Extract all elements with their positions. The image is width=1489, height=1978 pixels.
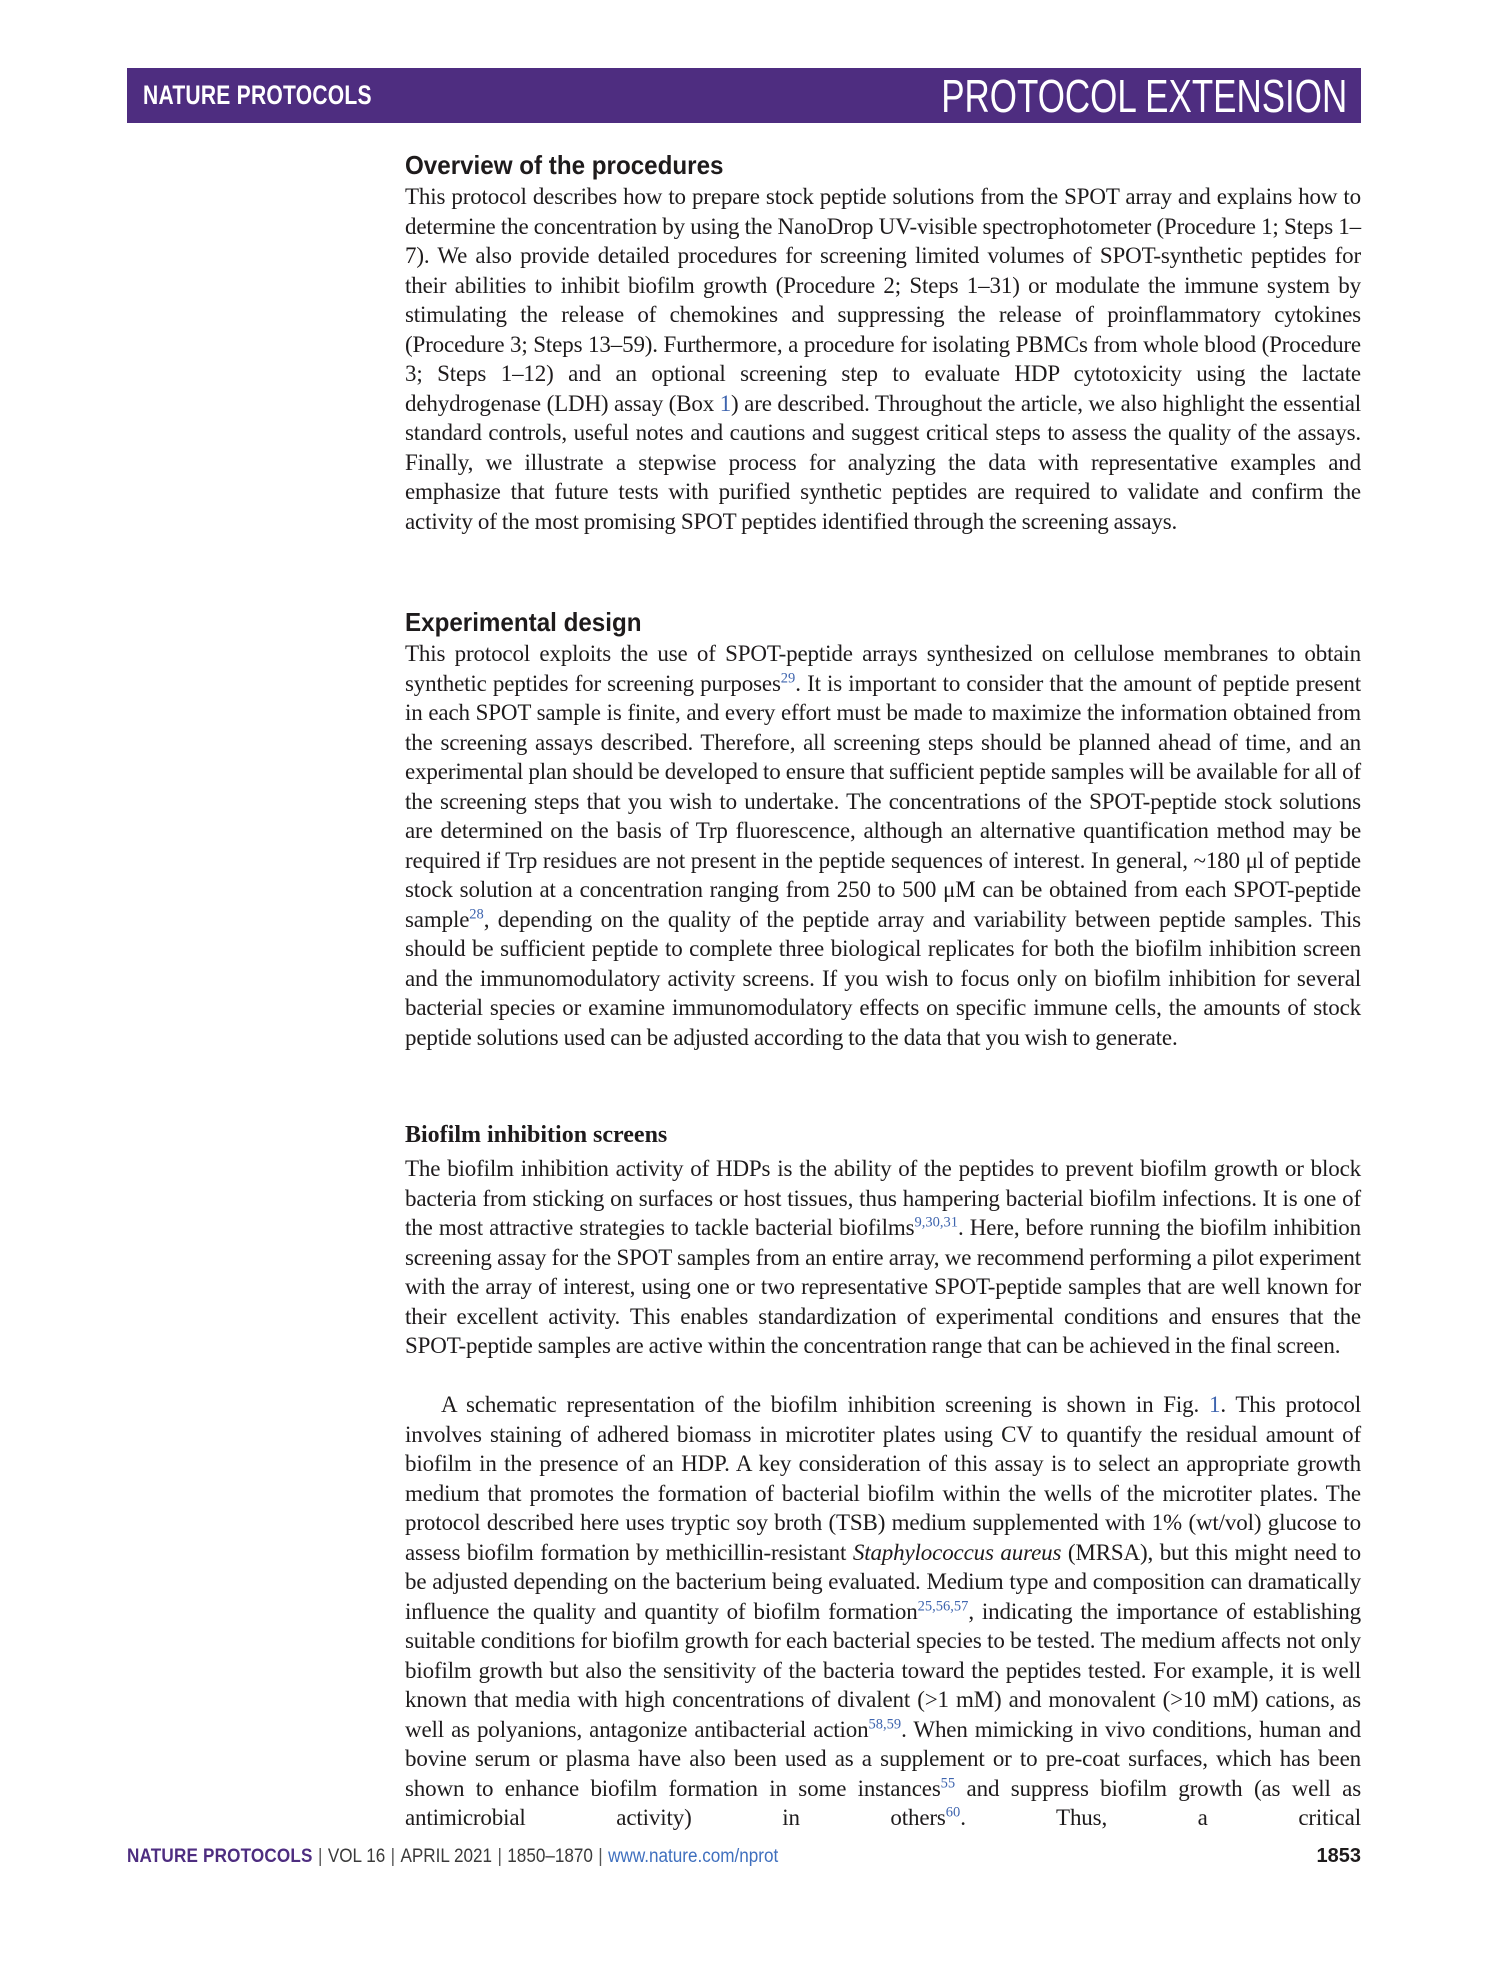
citation-ref[interactable]: 58,59 [868,1715,902,1732]
paragraph-overview: This protocol describes how to prepare stock peptide solutions from the SPOT array and explains how to determine the concentration by using the NanoDrop UV-visible spectrophotometer (Procedure 1; Steps 1–7). We also provide detailed procedures for screening limited volumes of SPOT-synthetic peptides for their abilities to inhibit biofilm growth (Procedure 2; Steps 1–31) or modulate the immune system by stimulating the release of chemokines and suppressing the release of proinflammatory cytokines (Procedure 3; Steps 13–59). Furthermore, a procedure for isolating PBMCs from whole blood (Procedure 3; Steps 1–12) and an optional screening step to evaluate HDP cytotoxicity using the lactate dehydrogenase (LDH) assay (Box 1) are described. Throughout the article, we also highlight the essential standard controls, useful notes and cautions and suggest critical steps to assess the quality of the assays. Finally, we illustrate a stepwise process for analyzing the data with representative examples and emphasize that future tests with purified synthetic peptides are required to validate and confirm the activity of the most promising SPOT peptides identified through the screening assays. [405,184,1362,534]
header-band [127,68,1361,123]
footer-issue-date: APRIL 2021 [400,1846,493,1867]
section-heading-overview: Overview of the procedures [405,150,724,180]
citation-ref[interactable]: 28 [469,905,484,922]
subsection-heading-biofilm-inhibition: Biofilm inhibition screens [405,1122,668,1148]
citation-ref[interactable]: 9,30,31 [914,1214,958,1231]
paragraph-experimental-design: This protocol exploits the use of SPOT-peptide arrays synthesized on cellulose membranes to obtain synthetic peptides for screening purposes$^{29}$. It is important to consider that the amount of peptide present in each SPOT sample is finite, and every effort must be made to maximize the information obtained from the screening assays described. Therefore, all screening steps should be planned ahead of time, and an experimental plan should be developed to ensure that sufficient peptide samples will be available for all of the screening steps that you wish to undertake. The concentrations of the SPOT-peptide stock solutions are determined on the basis of Trp fluorescence, although an alternative quantification method may be required if Trp residues are not present in the peptide sequences of interest. In general, ~180 μl of peptide stock solution at a concentration ranging from 250 to 500 μM can be obtained from each SPOT-peptide sample$^{28}$, depending on the quality of the peptide array and variability between peptide samples. This should be sufficient peptide to complete three biological replicates for both the biofilm inhibition screen and the immunomodulatory activity screens. If you wish to focus only on biofilm inhibition for several bacterial species or examine immunomodulatory effects on specific immune cells, the amounts of stock peptide solutions used can be adjusted according to the data that you wish to generate. [405,641,1361,1050]
article-type-label: PROTOCOL EXTENSION [940,69,1347,122]
footer-separator: | [318,1846,323,1867]
species-name: Staphylococcus aureus [852,1539,1062,1565]
journal-name: NATURE PROTOCOLS [143,80,372,110]
paragraph-biofilm-1: The biofilm inhibition activity of HDPs is the ability of the peptides to prevent biofilm growth or block bacteria from sticking on surfaces or host tissues, thus hampering bacterial biofilm infections. It is one of the most attractive strategies to tackle bacterial biofilms$^{9,30,31}$. Here, before running the biofilm inhibition screening assay for the SPOT samples from an entire array, we recommend performing a pilot experiment with the array of interest, using one or two representative SPOT-peptide samples that are well known for their excellent activity. This enables standardization of experimental conditions and ensures that the SPOT-peptide samples are active within the concentration range that can be achieved in the final screen. [405,1156,1361,1358]
citation-ref[interactable]: 29 [780,669,796,686]
page-footer [127,1845,1361,1869]
journal-url-link[interactable]: www.nature.com/nprot [608,1846,779,1867]
citation-ref[interactable]: 55 [940,1774,956,1791]
section-heading-experimental-design: Experimental design [405,607,642,637]
footer-citation-line [127,1846,778,1868]
footer-separator: | [598,1846,603,1867]
page-number: 1853 [1316,1845,1361,1867]
footer-separator: | [497,1846,502,1867]
figure-ref[interactable]: 1 [1208,1392,1221,1417]
footer-page-range: 1850–1870 [507,1846,593,1867]
footer-volume: VOL 16 [327,1846,386,1867]
footer-separator: | [390,1846,396,1867]
footer-journal-name: NATURE PROTOCOLS [127,1846,313,1867]
citation-ref[interactable]: 25,56,57 [917,1597,969,1614]
paragraph-biofilm-2: A schematic representation of the biofilm inhibition screening is shown in Fig. 1. This protocol involves staining of adhered biomass in microtiter plates using CV to quantify the residual amount of biofilm in the presence of an HDP. A key consideration of this assay is to select an appropriate growth medium that promotes the formation of bacterial biofilm within the wells of the microtiter plates. The protocol described here uses tryptic soy broth (TSB) medium supplemented with 1% (wt/vol) glucose to assess biofilm formation by methicillin-resistant Staphylococcus aureus (MRSA), but this might need to be adjusted depending on the bacterium being evaluated. Medium type and composition can dramatically influence the quality and quantity of biofilm formation$^{25,56,57}$, indicating the importance of establishing suitable conditions for biofilm growth for each bacterial species to be tested. The medium affects not only biofilm growth but also the sensitivity of the bacteria toward the peptides tested. For example, it is well known that media with high concentrations of divalent (>1 mM) and monovalent (>10 mM) cations, as well as polyanions, antagonize antibacterial action$^{58,59}$. When mimicking in vivo conditions, human and bovine serum or plasma have also been used as a supplement or to pre-coat surfaces, which has been shown to enhance biofilm formation in some instances$^{55}$ and suppress biofilm growth (as well as antimicrobial activity) in others$^{60}$. Thus, a critical [405,1392,1362,1830]
box-ref[interactable]: 1 [719,390,732,416]
citation-ref[interactable]: 60 [945,1804,961,1821]
